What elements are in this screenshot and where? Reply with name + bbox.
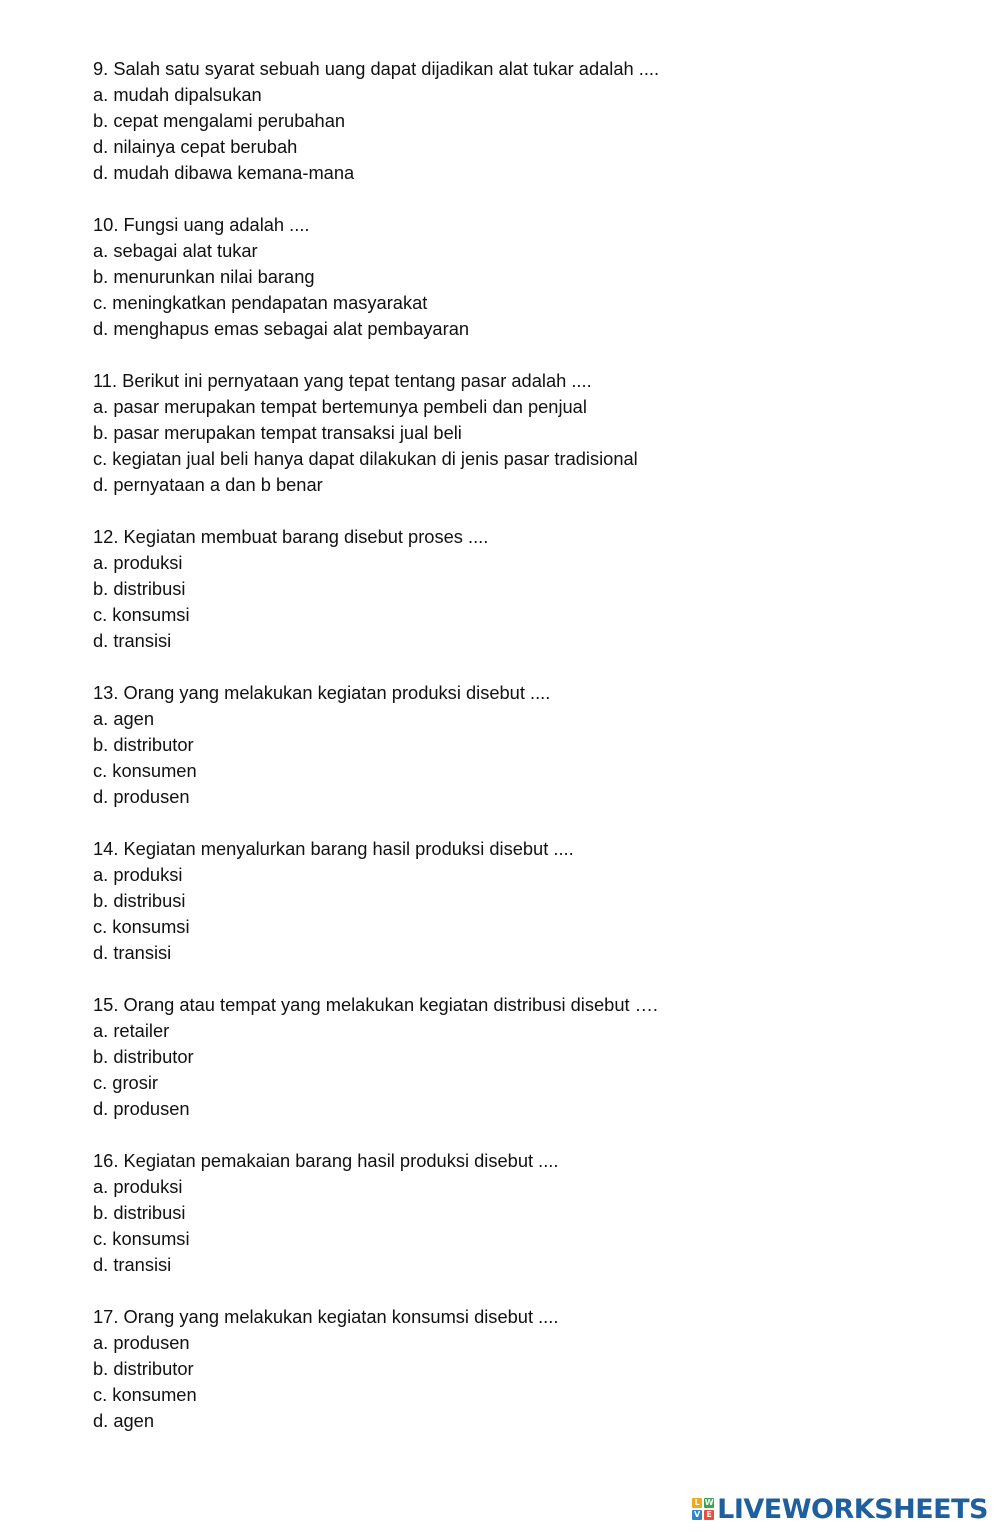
question-block: [93, 368, 953, 498]
answer-option: d. menghapus emas sebagai alat pembayaran: [93, 318, 470, 339]
question-block: [93, 680, 953, 810]
answer-option: d. transisi: [93, 630, 172, 651]
question-block: [93, 1304, 953, 1434]
answer-option: d. produsen: [93, 786, 190, 807]
answer-option: b. distributor: [93, 1358, 194, 1379]
answer-option: a. produksi: [93, 552, 183, 573]
question-block: [93, 524, 953, 654]
answer-option: a. pasar merupakan tempat bertemunya pembeli dan penjual: [93, 396, 587, 417]
answer-option: c. meningkatkan pendapatan masyarakat: [93, 292, 428, 313]
logo-text: LIVEWORKSHEETS: [717, 1493, 988, 1525]
answer-option: a. produksi: [93, 864, 183, 885]
answer-option: c. konsumsi: [93, 1228, 190, 1249]
answer-option: d. nilainya cepat berubah: [93, 136, 298, 157]
question-block: [93, 992, 953, 1122]
logo-mark-cell: V: [694, 1510, 701, 1519]
answer-option: c. konsumsi: [93, 916, 190, 937]
answer-option: c. kegiatan jual beli hanya dapat dilakukan di jenis pasar tradisional: [93, 448, 638, 469]
question-block: [93, 212, 953, 342]
logo-mark-cell: E: [704, 1510, 714, 1520]
question-list: [93, 56, 953, 1434]
answer-option: c. konsumen: [93, 760, 197, 781]
liveworksheets-logo-icon: [692, 1498, 714, 1520]
question-text: 10. Fungsi uang adalah ....: [93, 214, 310, 235]
answer-option: b. distributor: [93, 734, 194, 755]
answer-option: b. menurunkan nilai barang: [93, 266, 315, 287]
question-text: 13. Orang yang melakukan kegiatan produksi disebut ....: [93, 682, 551, 703]
answer-option: c. grosir: [93, 1072, 159, 1093]
answer-option: a. sebagai alat tukar: [93, 240, 258, 261]
question-block: [93, 836, 953, 966]
answer-option: a. produsen: [93, 1332, 190, 1353]
liveworksheets-logo: [692, 1494, 988, 1524]
answer-option: d. transisi: [93, 942, 172, 963]
worksheet-page: [93, 56, 953, 1460]
logo-mark-cell: W: [704, 1498, 714, 1507]
answer-option: a. agen: [93, 708, 154, 729]
answer-option: b. distributor: [93, 1046, 194, 1067]
answer-option: a. retailer: [93, 1020, 170, 1041]
logo-mark-cell: L: [692, 1498, 702, 1508]
answer-option: b. distribusi: [93, 578, 186, 599]
question-text: 16. Kegiatan pemakaian barang hasil produksi disebut ....: [93, 1150, 559, 1171]
question-text: 11. Berikut ini pernyataan yang tepat tentang pasar adalah ....: [93, 370, 592, 391]
answer-option: d. produsen: [93, 1098, 190, 1119]
answer-option: d. transisi: [93, 1254, 172, 1275]
question-text: 15. Orang atau tempat yang melakukan kegiatan distribusi disebut ….: [93, 994, 659, 1015]
answer-option: b. pasar merupakan tempat transaksi jual beli: [93, 422, 462, 443]
question-block: [93, 1148, 953, 1278]
answer-option: a. produksi: [93, 1176, 183, 1197]
question-text: 12. Kegiatan membuat barang disebut proses ....: [93, 526, 489, 547]
answer-option: c. konsumsi: [93, 604, 190, 625]
answer-option: a. mudah dipalsukan: [93, 84, 262, 105]
answer-option: d. pernyataan a dan b benar: [93, 474, 323, 495]
answer-option: b. cepat mengalami perubahan: [93, 110, 346, 131]
answer-option: d. agen: [93, 1410, 154, 1431]
answer-option: b. distribusi: [93, 890, 186, 911]
question-text: 9. Salah satu syarat sebuah uang dapat dijadikan alat tukar adalah ....: [93, 58, 660, 79]
question-block: [93, 56, 953, 186]
answer-option: b. distribusi: [93, 1202, 186, 1223]
question-text: 17. Orang yang melakukan kegiatan konsumsi disebut ....: [93, 1306, 559, 1327]
answer-option: d. mudah dibawa kemana-mana: [93, 162, 355, 183]
answer-option: c. konsumen: [93, 1384, 197, 1405]
question-text: 14. Kegiatan menyalurkan barang hasil produksi disebut ....: [93, 838, 574, 859]
